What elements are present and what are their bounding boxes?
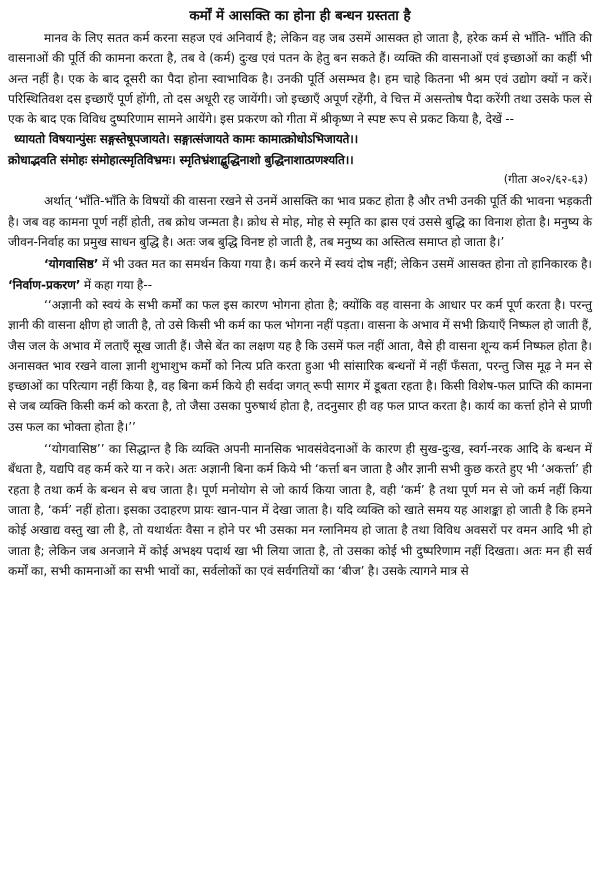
paragraph-yogavasistha-tail: में कहा गया है-- xyxy=(80,277,153,292)
paragraph-yogavasistha xyxy=(8,254,592,295)
paragraph-quotation: ‘‘अज्ञानी को स्वयं के सभी कर्मों का फल इस कारण भोगना होता है; क्योंकि वह वासना के आधार पर कर्म पूर्ण करता है। परन्तु ज्ञानी की वासना क्षीण हो जाती है, तो उसे किसी भी कर्म का फल भोगना नहीं पड़ता। वासना के अभाव में सभी क्रियाएँ निष्फल हो जाती हैं, जैस जल के अभाव में लताएँ सूख जाती हैं। जैसे बेंत का लक्षण यह है कि उसमें फल नहीं आता, वैसे ही वासना शून्य कर्म निष्फल होता है। अनासक्त भाव रखने वाला ज्ञानी शुभाशुभ कर्मों को नित्य प्रति करता हुआ भी सांसारिक बन्धनों में नहीं फँसता, परन्तु जिस मूढ़ ने मन से इच्छाओं का परित्याग नहीं किया है, वह बिना कर्म किये ही सर्वदा जगत् रूपी सागर में डूबता रहता है। किसी विशेष-फल प्राप्ति की कामना से जब व्यक्ति किसी कर्म को करता है, तो जैसा उसका पुरुषार्थ होता है, तदनुसार ही वह फल प्राप्त करता है। कार्य का कर्त्ता होने से प्राणी उस फल का भोक्ता होता है।’’ xyxy=(8,297,592,434)
page-heading: कर्मों में आसक्ति का होना ही बन्धन ग्रस्तता है xyxy=(189,8,411,24)
paragraph-principle: ‘‘योगवासिष्ठ’’ का सिद्धान्त है कि व्यक्ति अपनी मानसिक भावसंवेदनाओं के कारण ही सुख-दुःख, स्वर्ग-नरक आदि के बन्धन में बँधता है, यद्यपि वह कर्म करे या न करे। अतः अज्ञानी बिना कर्म किये भी ‘कर्त्ता बन जाता है और ज्ञानी सभी कुछ करते हुए भी ‘अकर्त्ता’ ही रहता है तथा कर्म के बन्धन से बच जाता है। पूर्ण मनोयोग से जो कार्य किया जाता है, वही ‘कर्म’ है तथा पूर्ण मन से जो कर्म नहीं किया जाता है, ‘कर्म’ नहीं होता। इसका उदाहरण प्रायः खान-पान में देखा जाता है। यदि व्यक्ति को खाते समय यह आशङ्का हो जाती है कि हमने कोई अखाद्य वस्तु खा ली है, तो यथार्थतः वैसा न होने पर भी उसका मन ग्लानिमय हो जाता है तथा विविध अवसरों पर वमन आदि भी हो जाता है; लेकिन जब अनजाने में कोई अभक्ष्य पदार्थ खा भी लिया जाता है, तो उसका कोई भी दुष्परिणाम नहीं दिखता। अतः मन ही सर्व कर्मों का, सभी कामनाओं का सभी भावों का, सर्वलोकों का एवं सर्वगतियों का ‘बीज’ है। उसके त्यागने मात्र से xyxy=(8,442,592,578)
gita-verse-line-1: ध्यायतो विषयान्पुंसः सङ्गस्तेषूपजायते। सङ्गात्संजायते कामः कामात्क्रोधोऽभिजायते।। xyxy=(14,132,358,147)
paragraph-intro: मानव के लिए सतत कर्म करना सहज एवं अनिवार्य है; लेकिन वह जब उसमें आसक्त हो जाता है, हरेक कर्म से भाँति- भाँति की वासनाओं की पूर्ति की कामना करता है, तब वे (कर्म) दुःख एवं पतन के हेतु बन सकते हैं। व्यक्ति की वासनाओं एवं इच्छाओं का कहीं भी अन्त नहीं है। एक के बाद दूसरी का पैदा होना स्वाभाविक है। उनकी पूर्ति असम्भव है। हम चाहे कितना भी श्रम एवं उद्योग क्यों न करें। परिस्थितिवश दस इच्छाएँ पूर्ण होंगी, तो दस अधूरी रह जायेंगी। जो इच्छाएँ अपूर्ण रहेंगी, वे चित्त में असन्तोष पैदा करेंगी तथा उसके फल से एक के बाद एक विविध दुष्परिणाम सामने आयेंगे। इस प्रकरण को गीता में श्रीकृष्ण ने स्पष्ट रूप से प्रकट किया है, देखें -- xyxy=(8,31,592,127)
gita-citation: (गीता अ०२/६२-६३) xyxy=(503,172,588,187)
term-nirvana-prakaran: ‘निर्वाण-प्रकरण’ xyxy=(8,277,81,292)
gita-verse-line-2: क्रोधाद्भवति संमोहः संमोहात्स्मृतिविभ्रमः। स्मृतिभ्रंशाद्बुद्धिनाशो बुद्धिनाशात्प्रणश्यति।। xyxy=(8,152,354,167)
paragraph-yogavasistha-text: में भी उक्त मत का समर्थन किया गया है। कर्म करने में स्वयं दोष नहीं; लेकिन उसमें आसक्त होना तो हानिकारक है। xyxy=(98,257,592,272)
paragraph-meaning: अर्थात् ‘भाँति-भाँति के विषयों की वासना रखने से उनमें आसक्ति का भाव प्रकट होता है और तभी उनकी पूर्ति की भावना भड़कती है। जब वह कामना पूर्ण नहीं होती, तब क्रोध जन्मता है। क्रोध से मोह, मोह से स्मृति का ह्रास एवं उससे बुद्धि का विनाश होता है। मनुष्य के जीवन-निर्वाह का प्रमुख साधन बुद्धि है। अतः जब बुद्धि विनष्ट हो जाती है, तब मनुष्य का अस्तित्व समाप्त हो जाता है।’ xyxy=(8,194,592,250)
term-yogavasistha: ‘योगवासिष्ठ’ xyxy=(44,257,99,272)
